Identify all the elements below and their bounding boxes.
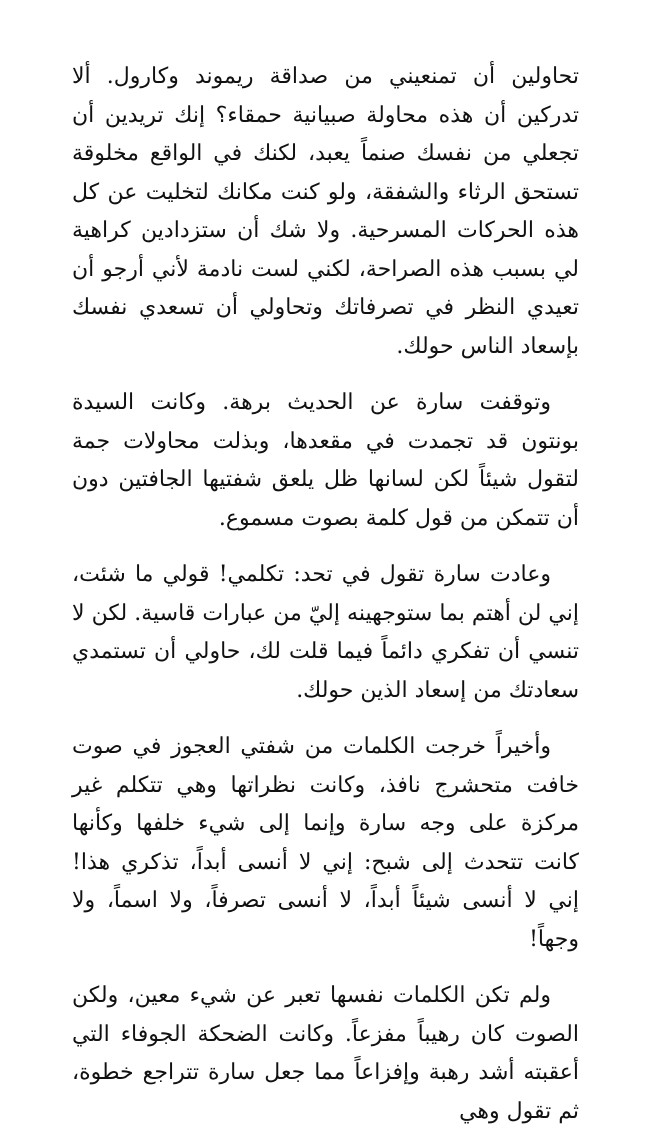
paragraph-4: وأخيراً خرجت الكلمات من شفتي العجوز في صوت خافت متحشرج نافذ، وكانت نظراتها وهي تتكلم غير مركزة على وجه سارة وإنما إلى شيء خلفها وكأنها كانت تتحدث إلى شبح: إني لا أنسى أبداً، تذكري هذا! إني لا أنسى شيئاً أبداً، لا أنسى تصرفاً، ولا اسماً، ولا وجهاً!	[72, 734, 579, 952]
paragraph-5: ولم تكن الكلمات نفسها تعبر عن شيء معين، ولكن الصوت كان رهيباً مفزعاً. وكانت الضحكة الجوفاء التي أعقبته أشد رهبة وإفزاعاً مما جعل سارة تتراجع خطوة، ثم تقول وهي	[72, 983, 579, 1124]
paragraph-3: وعادت سارة تقول في تحد: تكلمي! قولي ما شئت، إني لن أهتم بما ستوجهينه إليّ من عبارات قاسية. لكن لا تنسي أن تفكري دائماً فيما قلت لك، حاولي أن تستمدي سعادتك من إسعاد الذين حولك.	[72, 562, 579, 703]
paragraph-2: وتوقفت سارة عن الحديث برهة. وكانت السيدة بونتون قد تجمدت في مقعدها، وبذلت محاولات جمة لتقول شيئاً لكن لسانها ظل يلعق شفتيها الجافتين دون أن تتمكن من قول كلمة بصوت مسموع.	[72, 390, 579, 531]
paragraph-1: تحاولين أن تمنعيني من صداقة ريموند وكارول. ألا تدركين أن هذه محاولة صبيانية حمقاء؟ إنك تريدين أن تجعلي من نفسك صنماً يعبد، لكنك في الواقع مخلوقة تستحق الرثاء والشفقة، ولو كنت مكانك لتخليت عن كل هذه الحركات المسرحية. ولا شك أن ستزدادين كراهية لي بسبب هذه الصراحة، لكني لست نادمة لأني أرجو أن تعيدي النظر في تصرفاتك وتحاولي أن تسعدي نفسك بإسعاد الناس حولك.	[72, 64, 579, 359]
book-page	[72, 58, 579, 1124]
